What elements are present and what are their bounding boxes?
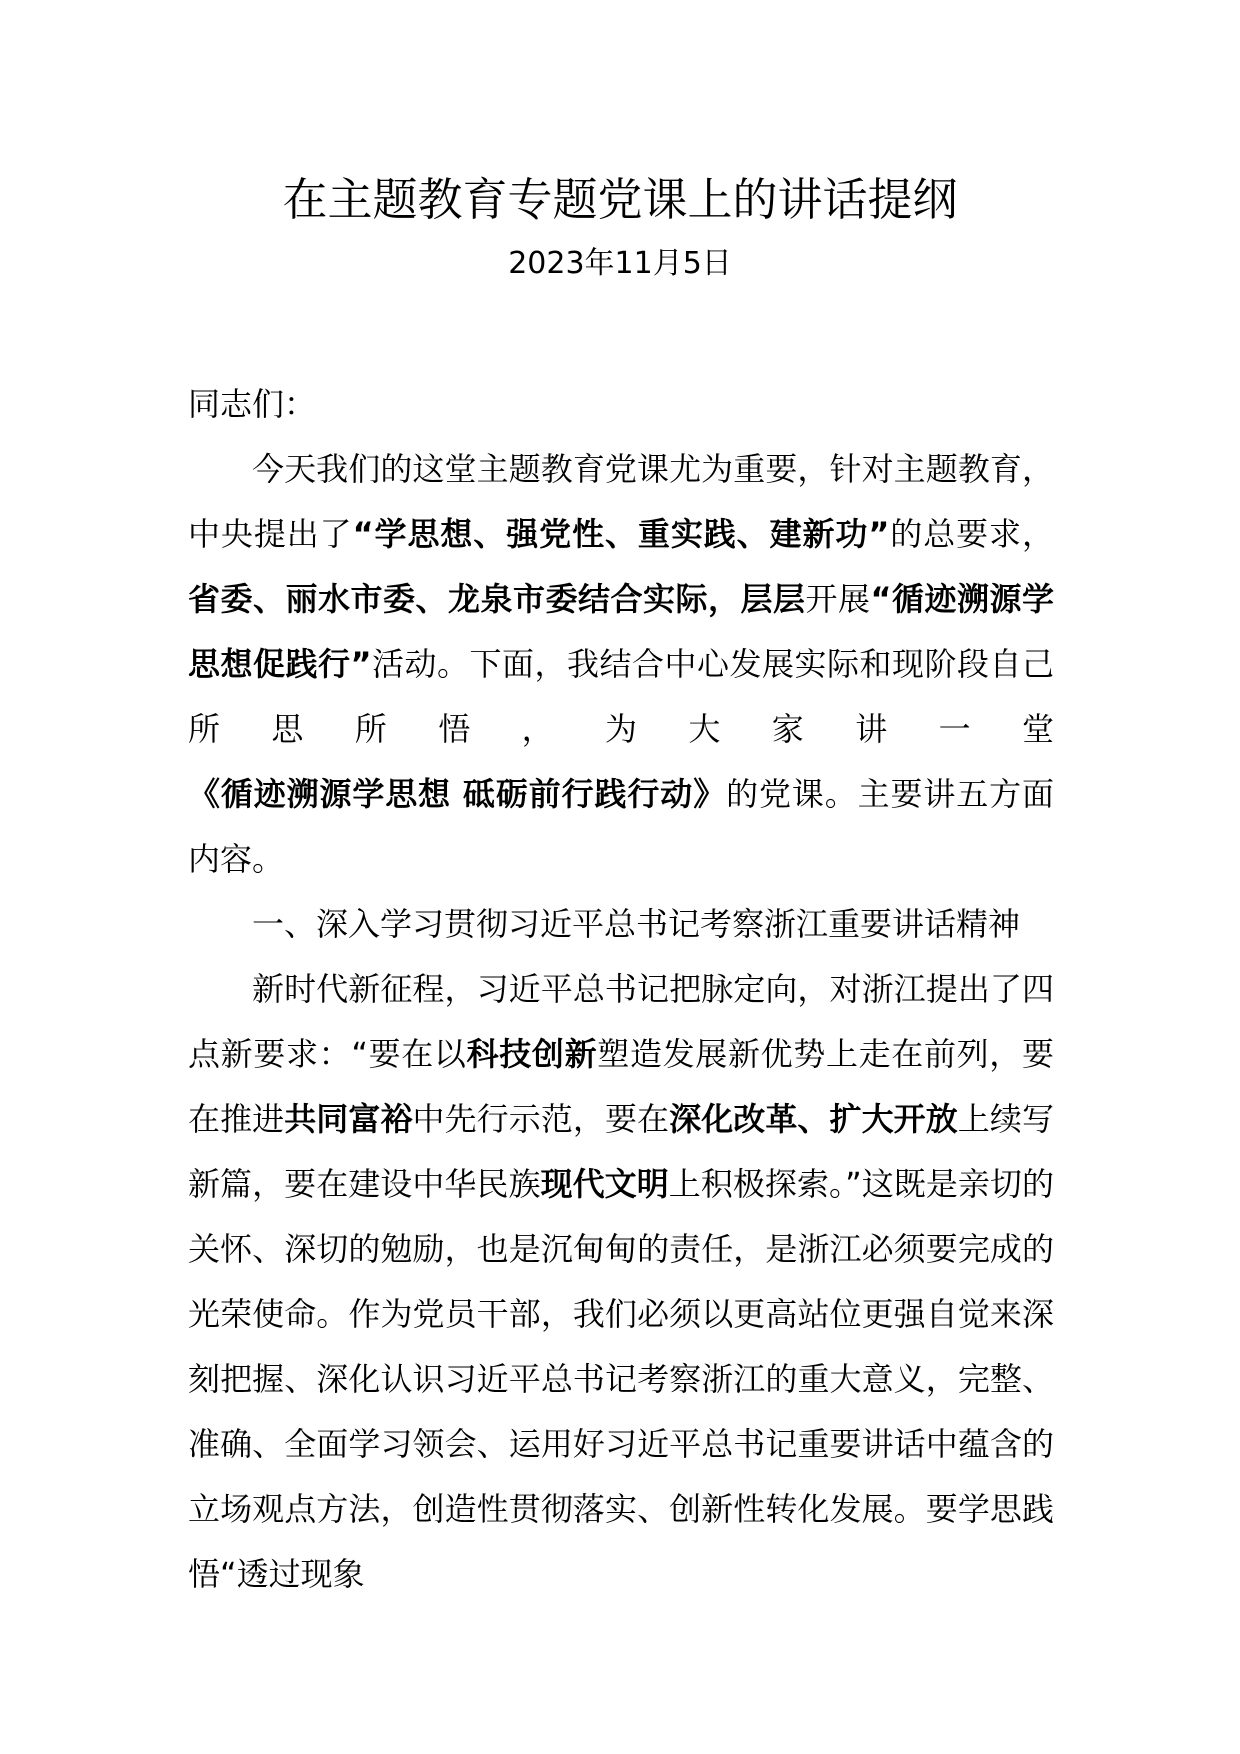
salutation: 同志们： (188, 385, 317, 423)
document-title: 在主题教育专题党课上的讲话提纲 (282, 173, 958, 226)
text-run: 新时代新征程，习近平总书记把脉定向，对浙江提出了四点新要求：“要在以 (188, 970, 1054, 1073)
section-heading-1 (188, 892, 1054, 957)
emphasis-text: 省委、丽水市委、龙泉市委结合实际，层层 (188, 580, 806, 618)
text-run: 上积极探索。”这既是亲切的关怀、深切的勉励，也是沉甸甸的责任，是浙江必须要完成的光荣使命。作为党员干部，我们必须以更高站位更强自觉来深刻把握、深化认识习近平总书记考察浙江的重大意义，完整、准确、全面学习领会、运用好习近平总书记重要讲话中蕴含的立场观点方法，创造性贯彻落实、创新性转化发展。要学思践悟“透过现象 (188, 1165, 1054, 1593)
emphasis-text: 共同富裕 (284, 1100, 413, 1138)
emphasis-text: 深化改革、扩大开放 (669, 1100, 958, 1138)
document-body (188, 372, 1054, 1607)
paragraph-intro (188, 437, 1054, 892)
emphasis-text: “学思想、强党性、重实践、建新功” (352, 515, 890, 553)
emphasis-text: 《循迹溯源学思想 砥砺前行践行动》 (188, 775, 727, 813)
text-run: 开展 (805, 580, 871, 618)
text-run: 活动。下面，我结合中心发展实际和现阶段自己所思所悟，为大家讲一堂 (188, 645, 1054, 748)
emphasis-text: 科技创新 (466, 1035, 598, 1073)
document-date: 2023年11月5日 (508, 246, 732, 281)
emphasis-text: 现代文明 (540, 1165, 669, 1203)
emphasis-text: “循迹溯源学思想促践行” (188, 580, 1054, 683)
text-run: 的党课。主要讲五方面内容。 (188, 775, 1054, 878)
text-run: 的总要求， (889, 515, 1054, 553)
text-run: 中先行示范，要在 (412, 1100, 670, 1138)
text-run: 上续写新篇，要在建设中华民族 (188, 1100, 1054, 1203)
text-run: 今天我们的这堂主题教育党课尤为重要，针对主题教育，中央提出了 (188, 450, 1054, 553)
paragraph-section-1 (188, 957, 1054, 1607)
text-run: 一、深入学习贯彻习近平总书记考察浙江重要讲话精神 (252, 905, 1021, 943)
text-run: 塑造发展新优势上走在前列，要在推进 (188, 1035, 1054, 1138)
